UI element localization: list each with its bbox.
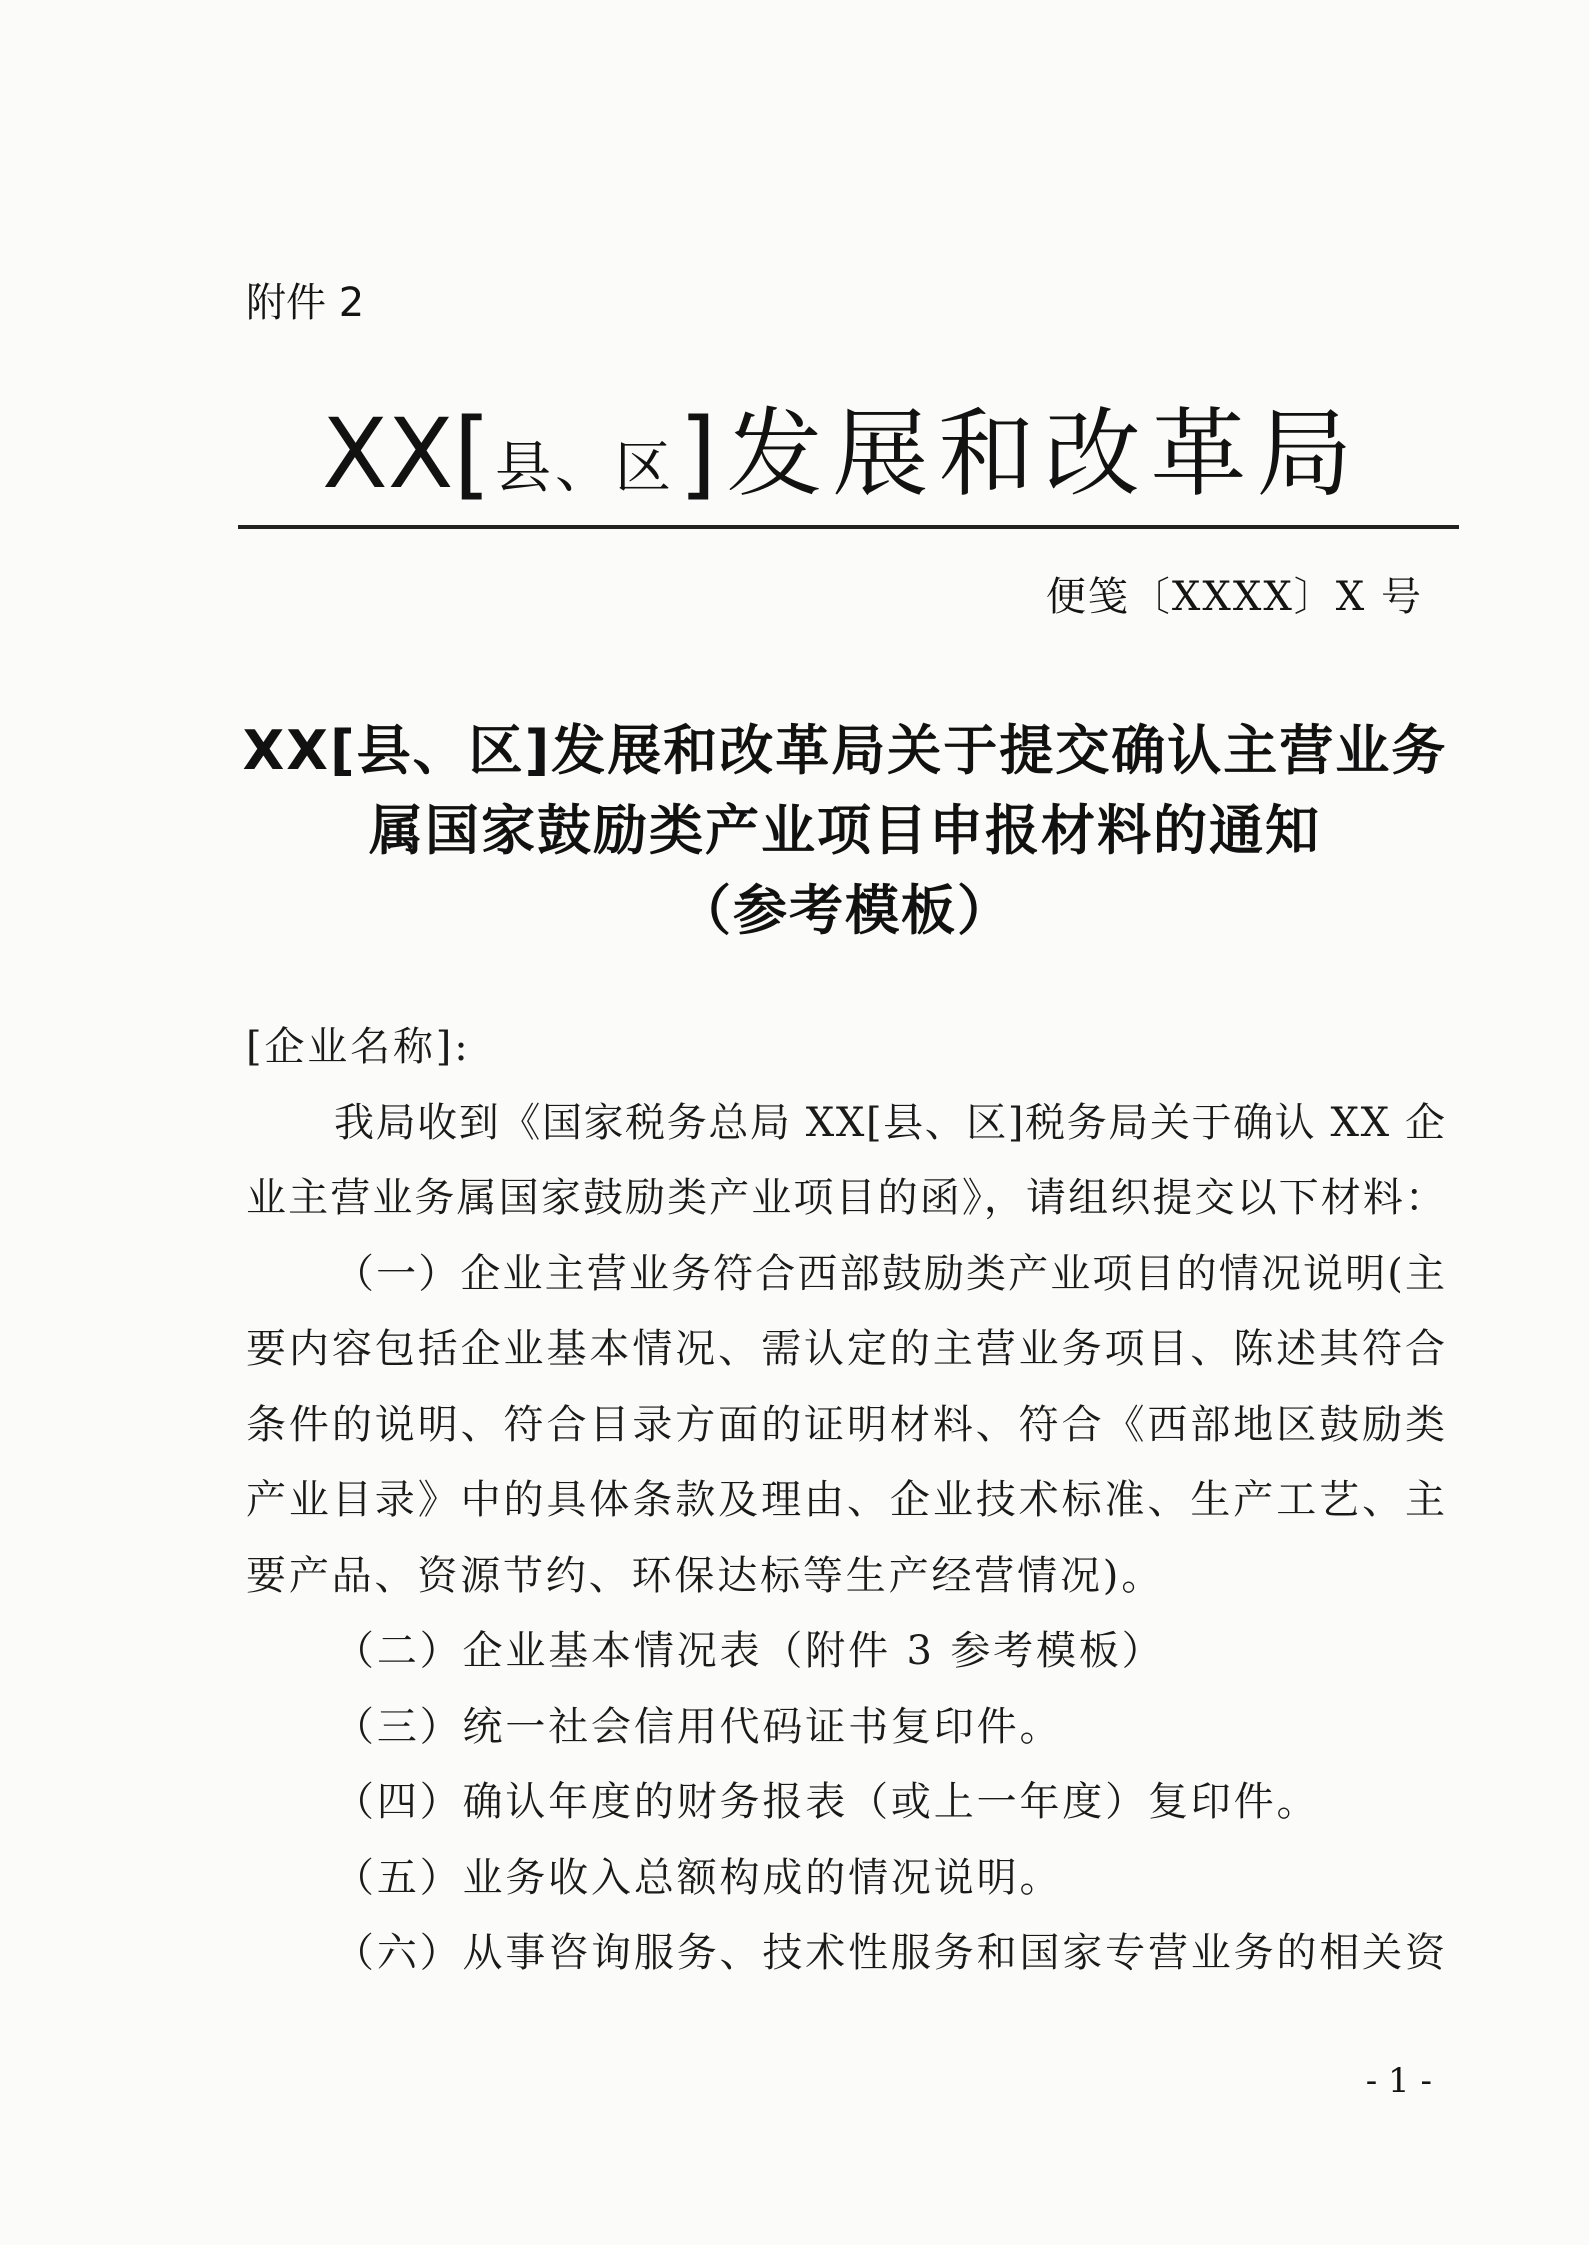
body-line xyxy=(246,1690,1445,1766)
body-line-text: （三）统一社会信用代码证书复印件。 xyxy=(334,1703,1063,1750)
letterhead-region: 县、区 xyxy=(494,436,675,501)
body-line-text: 要内容包括企业基本情况、需认定的主营业务项目、陈述其符合 xyxy=(246,1326,1448,1372)
body-line-text: 我局收到《国家税务总局 XX[县、区]税务局关于确认 XX 企 xyxy=(334,1099,1447,1146)
body-line-text: （二）企业基本情况表（附件 3 参考模板） xyxy=(334,1628,1165,1674)
body-line xyxy=(246,1237,1448,1313)
body-line xyxy=(246,1388,1448,1464)
document-number: 便笺〔XXXX〕X 号 xyxy=(1045,574,1423,620)
body-line-text: （四）确认年度的财务报表（或上一年度）复印件。 xyxy=(334,1779,1320,1825)
letterhead-suffix: ]发展和改革局 xyxy=(678,398,1363,510)
body-line-text: 产业目录》中的具体条款及理由、企业技术标准、生产工艺、主 xyxy=(246,1477,1448,1523)
body-line xyxy=(246,1086,1445,1162)
attachment-label: 附件 2 xyxy=(246,280,365,326)
title-line: XX[县、区]发展和改革局关于提交确认主营业务 xyxy=(242,719,1448,782)
body-line-text: 条件的说明、符合目录方面的证明材料、符合《西部地区鼓励类 xyxy=(246,1401,1448,1448)
body-line-text: （一）企业主营业务符合西部鼓励类产业项目的情况说明(主 xyxy=(334,1250,1448,1297)
salutation-line xyxy=(246,1010,1445,1086)
letterhead xyxy=(322,399,1362,509)
body-line xyxy=(246,1312,1448,1388)
body-line-text: 业主营业务属国家鼓励类产业项目的函》，请组织提交以下材料： xyxy=(246,1175,1448,1221)
body-line xyxy=(246,1765,1445,1841)
document-title xyxy=(200,711,1490,951)
body-line xyxy=(246,1916,1448,1992)
document-body xyxy=(246,1010,1448,1992)
letterhead-prefix: XX[ xyxy=(322,398,491,510)
body-line-text: （五）业务收入总额构成的情况说明。 xyxy=(334,1854,1063,1901)
body-line xyxy=(246,1463,1448,1539)
body-line xyxy=(246,1841,1445,1917)
body-line-text: 要产品、资源节约、环保达标等生产经营情况)。 xyxy=(246,1552,1165,1599)
title-line: 属国家鼓励类产业项目申报材料的通知 xyxy=(369,799,1321,862)
body-line xyxy=(246,1539,1445,1615)
title-line: （参考模板） xyxy=(677,879,1013,942)
body-line xyxy=(246,1161,1448,1237)
body-line-text: （六）从事咨询服务、技术性服务和国家专营业务的相关资 xyxy=(334,1930,1448,1976)
page-number: - 1 - xyxy=(1365,2061,1432,2101)
body-line xyxy=(246,1614,1445,1690)
header-rule xyxy=(238,525,1459,529)
salutation: [企业名称]: xyxy=(246,1024,471,1070)
